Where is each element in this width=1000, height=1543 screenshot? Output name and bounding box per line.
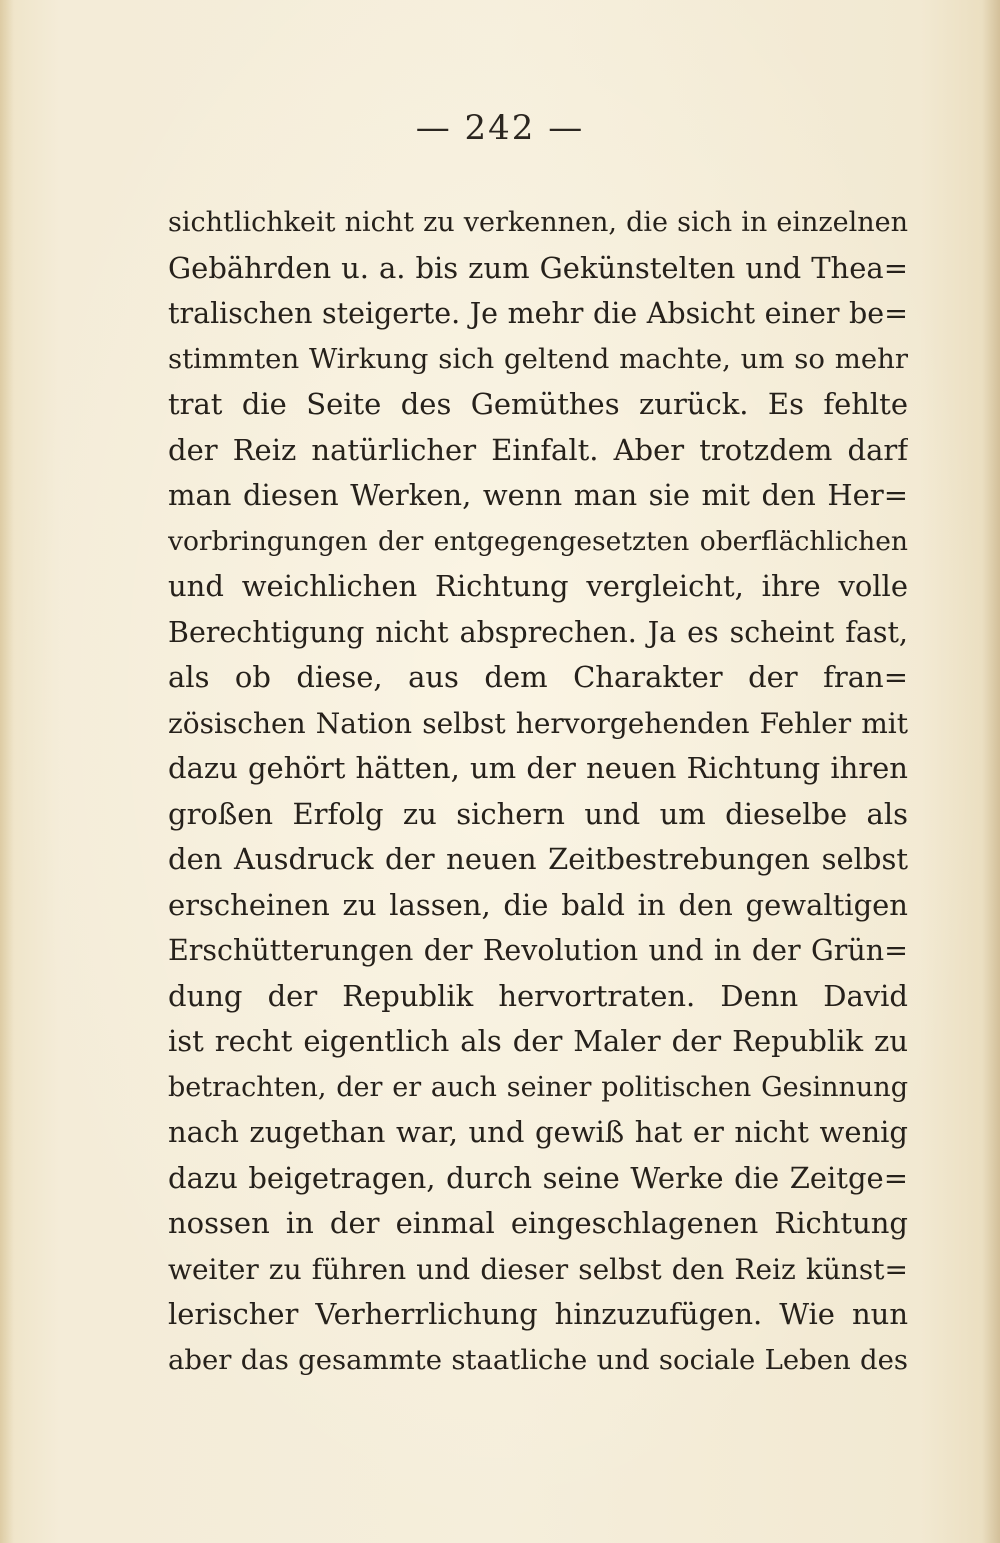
text-line: dazu gehört hätten, um der neuen Richtung ihren — [168, 751, 908, 785]
text-line: Erschütterungen der Revolution und in der Grün= — [168, 934, 908, 967]
text-line: lerischer Verherrlichung hinzuzufügen. Wie nun — [168, 1297, 908, 1331]
text-line: ist recht eigentlich als der Maler der Republik zu — [168, 1024, 908, 1058]
page-edge-right — [982, 0, 1000, 1543]
text-line: trat die Seite des Gemüthes zurück. Es fehlte — [168, 387, 908, 421]
text-line: stimmten Wirkung sich geltend machte, um so mehr — [168, 342, 908, 375]
text-line: dung der Republik hervortraten. Denn David — [168, 978, 908, 1013]
text-line: den Ausdruck der neuen Zeitbestrebungen selbst — [168, 842, 908, 876]
page-edge-left — [0, 0, 14, 1543]
text-line: zösischen Nation selbst hervorgehenden Fehler mit — [168, 706, 908, 740]
text-line: vorbringungen der entgegengesetzten oberflächlichen — [168, 525, 908, 557]
text-line: großen Erfolg zu sichern und um dieselbe als — [168, 796, 908, 831]
text-line: weiter zu führen und dieser selbst den Reiz künst= — [168, 1252, 908, 1286]
text-line: nach zugethan war, und gewiß hat er nicht wenig — [168, 1115, 908, 1149]
text-line: sichtlichkeit nicht zu verkennen, die sich in einzelnen — [168, 207, 908, 238]
text-line: betrachten, der er auch seiner politischen Gesinnung — [168, 1071, 908, 1103]
text-line: erscheinen zu lassen, die bald in den gewaltigen — [168, 887, 908, 922]
text-line: und weichlichen Richtung vergleicht, ihre volle — [168, 569, 908, 603]
text-line: Berechtigung nicht absprechen. Ja es scheint fast, — [168, 615, 908, 649]
text-line: tralischen steigerte. Je mehr die Absicht einer be= — [168, 297, 908, 330]
text-line: dazu beigetragen, durch seine Werke die Zeitge= — [168, 1160, 908, 1195]
text-line: der Reiz natürlicher Einfalt. Aber trotzdem darf — [168, 432, 908, 467]
text-line: man diesen Werken, wenn man sie mit den Her= — [168, 478, 908, 512]
text-line: aber das gesammte staatliche und sociale Leben des — [168, 1343, 908, 1376]
page-number: — 242 — — [415, 108, 585, 148]
text-line: Gebährden u. a. bis zum Gekünstelten und Thea= — [168, 250, 908, 285]
text-line: nossen in der einmal eingeschlagenen Richtung — [168, 1206, 908, 1240]
text-line: als ob diese, aus dem Charakter der fran= — [168, 660, 908, 694]
body-text — [168, 200, 908, 1383]
